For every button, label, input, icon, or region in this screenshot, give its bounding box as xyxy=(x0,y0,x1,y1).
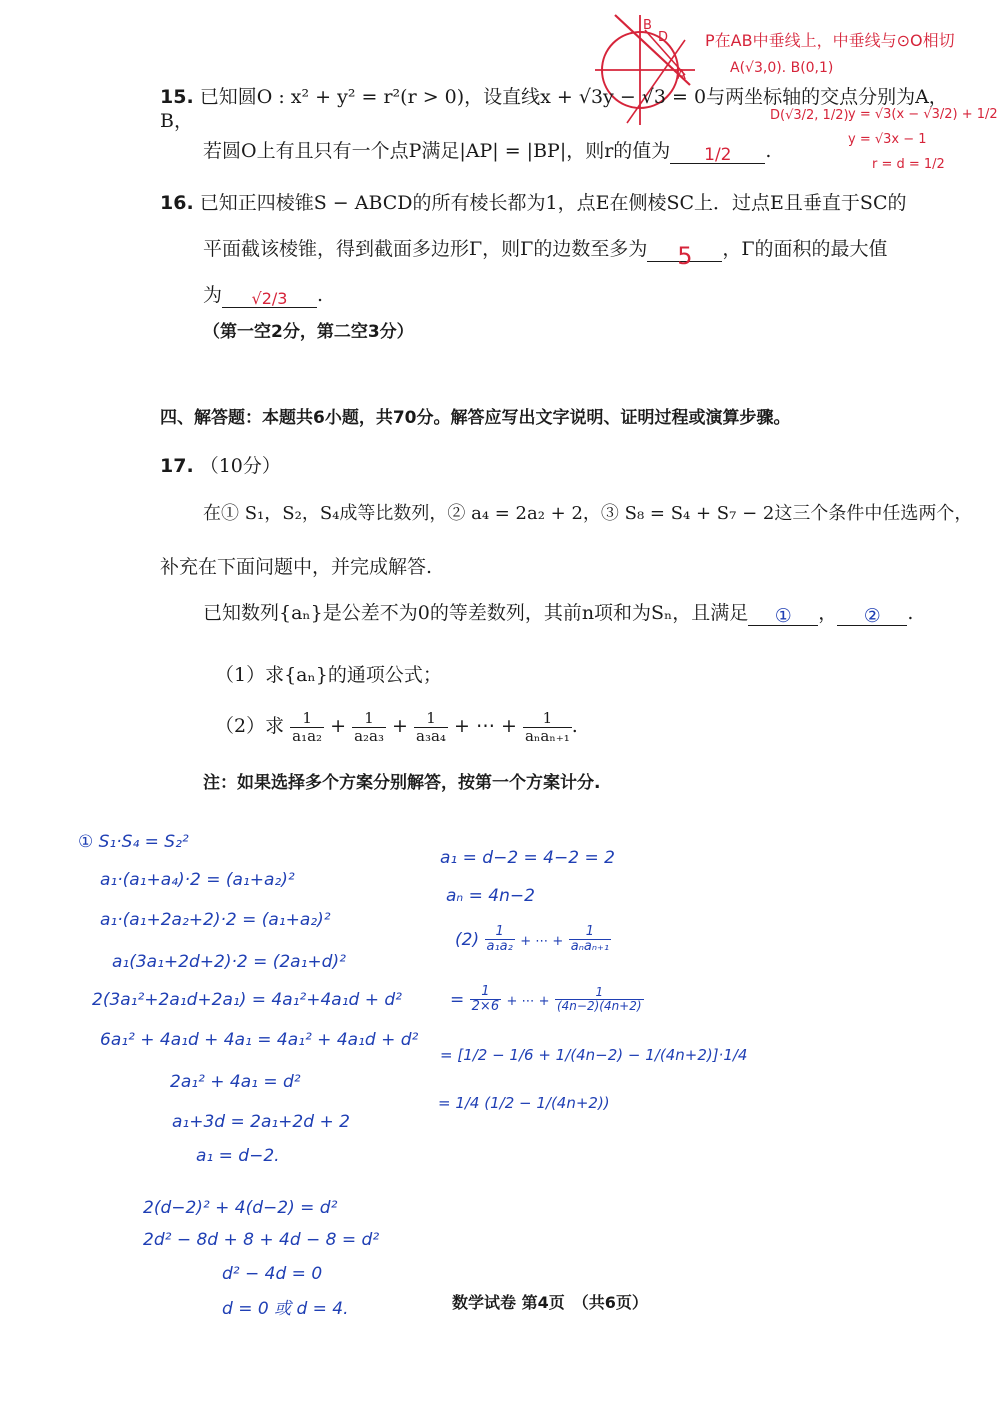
question-text: 平面截该棱锥，得到截面多边形Γ，则Γ的边数至多为 xyxy=(203,238,648,260)
work-line: a₁·(a₁+2a₂+2)·2 = (a₁+a₂)² xyxy=(100,910,331,930)
question-text: 已知圆O : x² + y² = r²(r > 0)，设直线x + √3y − √3 = 0与两坐标轴的交点分别为A，B， xyxy=(160,86,948,132)
answer-blank xyxy=(222,287,317,308)
condition-blank-1 xyxy=(748,605,818,626)
numerator: 1 xyxy=(352,710,386,728)
numerator: 1 xyxy=(555,986,644,1000)
work-line: 6a₁² + 4a₁d + 4a₁ = 4a₁² + 4a₁d + d² xyxy=(100,1030,419,1050)
punct: . xyxy=(907,602,914,624)
denominator: aₙaₙ₊₁ xyxy=(524,726,570,745)
question-number: 15. xyxy=(160,86,194,108)
work-line: d² − 4d = 0 xyxy=(222,1264,323,1284)
work-line: ① S₁·S₄ = S₂² xyxy=(78,832,189,852)
work-line: 2(3a₁²+2a₁d+2a₁) = 4a₁²+4a₁d + d² xyxy=(92,990,402,1010)
work-line: 2(d−2)² + 4(d−2) = d² xyxy=(143,1198,338,1218)
numerator: 1 xyxy=(523,710,572,728)
red-note-eq3: r = d = 1/2 xyxy=(872,157,945,172)
answer-blank xyxy=(647,241,722,270)
sketch-label-d: D xyxy=(658,30,669,45)
question-17-note: 注：如果选择多个方案分别解答，按第一个方案计分. xyxy=(203,773,601,793)
question-15 xyxy=(160,86,950,134)
question-17 xyxy=(160,455,281,479)
part-label: （2）求 xyxy=(215,715,285,737)
question-points: （10分） xyxy=(199,455,281,477)
part-label: (2) xyxy=(455,929,480,950)
handwritten-choice: ① xyxy=(774,604,792,627)
question-16-line2 xyxy=(203,238,963,270)
fraction-term xyxy=(290,710,324,744)
red-note-eq2: y = √3x − 1 xyxy=(848,132,927,147)
work-line: a₁ = d−2 = 4−2 = 2 xyxy=(440,848,615,868)
fraction-term xyxy=(523,710,572,744)
red-note-point-d: D(√3/2, 1/2) xyxy=(770,108,849,123)
plus-sign: + xyxy=(392,715,408,737)
denominator: a₂a₃ xyxy=(354,726,384,745)
denominator: aₙaₙ₊₁ xyxy=(570,939,610,955)
numerator: 1 xyxy=(470,985,501,1000)
denominator: 2×6 xyxy=(471,999,500,1015)
work-line: a₁(3a₁+2d+2)·2 = (2a₁+d)² xyxy=(112,952,346,972)
denominator: a₃a₄ xyxy=(416,726,446,745)
denominator: a₁a₂ xyxy=(486,939,513,955)
question-17-part2 xyxy=(215,710,578,744)
question-text: 为 xyxy=(203,284,223,306)
question-16-line3 xyxy=(203,284,503,308)
question-17-conditions: 在① S₁，S₂，S₄成等比数列，② a₄ = 2a₂ + 2，③ S₈ = S₄ + S₇ − 2这三个条件中任选两个， xyxy=(203,503,973,524)
red-note-eq1: y = √3(x − √3/2) + 1/2 xyxy=(848,107,998,122)
handwritten-answer: 1/2 xyxy=(704,144,732,165)
answer-blank xyxy=(670,143,765,164)
work-line: a₁·(a₁+a₄)·2 = (a₁+a₂)² xyxy=(100,870,295,890)
work-line: 2d² − 8d + 8 + 4d − 8 = d² xyxy=(143,1230,380,1250)
handwritten-answer: 5 xyxy=(677,241,693,270)
numerator: 1 xyxy=(569,925,611,940)
punct: ， xyxy=(818,602,838,624)
question-text: 已知正四棱锥S − ABCD的所有棱长都为1，点E在侧棱SC上．过点E且垂直于SC的 xyxy=(199,192,907,214)
question-text: 已知数列{aₙ}是公差不为0的等差数列，其前n项和为Sₙ，且满足 xyxy=(203,602,749,624)
sketch-label-a: A xyxy=(677,68,686,83)
page-footer: 数学试卷 第4页 （共6页） xyxy=(452,1293,648,1312)
handwritten-answer: √2/3 xyxy=(251,288,288,308)
work-line: 2a₁² + 4a₁ = d² xyxy=(170,1072,301,1092)
condition-blank-2 xyxy=(837,605,907,626)
question-number: 16. xyxy=(160,192,194,214)
question-17-part1: （1）求{aₙ}的通项公式； xyxy=(215,664,442,686)
work-line xyxy=(450,985,644,1015)
fraction-term xyxy=(352,710,386,744)
question-15-line2 xyxy=(203,140,963,164)
red-note-top: P在AB中垂线上，中垂线与⊙O相切 xyxy=(705,31,955,50)
ellipsis-sum: + ⋯ + xyxy=(520,933,564,949)
work-line: aₙ = 4n−2 xyxy=(446,886,535,906)
work-line: d = 0 或 d = 4. xyxy=(222,1299,349,1319)
numerator: 1 xyxy=(414,710,448,728)
ellipsis-sum: + ⋯ + xyxy=(453,715,517,737)
punct: . xyxy=(765,140,772,162)
work-line: a₁+3d = 2a₁+2d + 2 xyxy=(172,1112,350,1132)
fraction-term xyxy=(470,985,501,1015)
question-text: 若圆O上有且只有一个点P满足|AP| = |BP|，则r的值为 xyxy=(203,140,671,162)
denominator: a₁a₂ xyxy=(292,726,323,745)
work-line: = [1/2 − 1/6 + 1/(4n−2) − 1/(4n+2)]·1/4 xyxy=(440,1046,748,1064)
handwritten-choice: ② xyxy=(863,604,881,627)
score-note: （第一空2分，第二空3分） xyxy=(203,322,414,342)
numerator: 1 xyxy=(290,710,324,728)
sketch-label-b: B xyxy=(643,18,652,33)
ellipsis-sum: + ⋯ + xyxy=(506,993,550,1009)
punct: . xyxy=(317,284,324,306)
plus-sign: + xyxy=(330,715,347,737)
work-line xyxy=(455,925,611,955)
fraction-term xyxy=(555,986,644,1013)
question-text: ，Γ的面积的最大值 xyxy=(722,238,888,260)
numerator: 1 xyxy=(485,925,515,940)
work-line: = 1/4 (1/2 − 1/(4n+2)) xyxy=(438,1094,610,1112)
fraction-term xyxy=(485,925,515,955)
denominator: (4n−2)(4n+2) xyxy=(556,999,642,1014)
question-17-conditions-2: 补充在下面问题中，并完成解答. xyxy=(160,556,433,578)
question-number: 17. xyxy=(160,455,194,477)
punct: . xyxy=(571,715,578,737)
work-line: a₁ = d−2. xyxy=(196,1146,280,1166)
equals-sign: = xyxy=(450,989,465,1010)
red-note-points-ab: A(√3,0). B(0,1) xyxy=(730,60,834,76)
question-17-problem xyxy=(203,602,963,626)
question-16 xyxy=(160,192,950,216)
fraction-term xyxy=(414,710,448,744)
section-heading: 四、解答题：本题共6小题，共70分。解答应写出文字说明、证明过程或演算步骤。 xyxy=(160,408,791,428)
fraction-term xyxy=(569,925,611,955)
